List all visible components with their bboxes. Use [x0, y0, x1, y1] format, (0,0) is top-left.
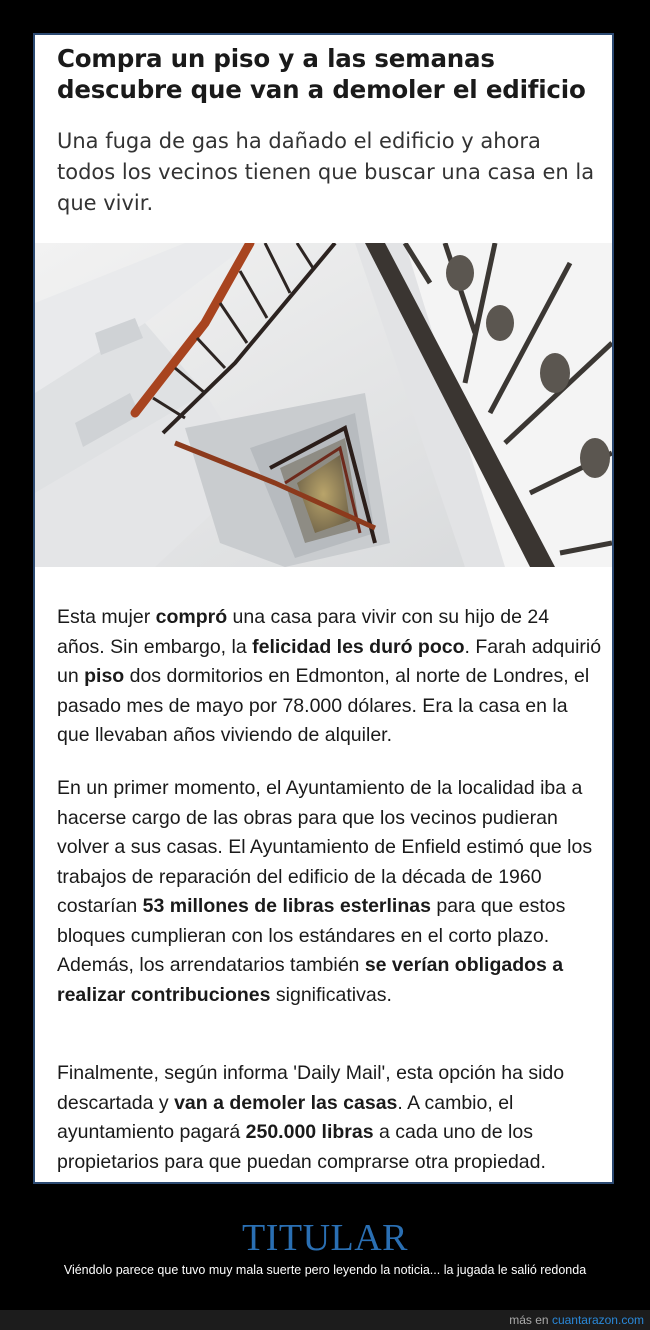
bottom-bar-prefix: más en [509, 1313, 552, 1327]
text-run: a cada uno de los propietarios para que puedan comprarse otra propiedad. [57, 1121, 546, 1173]
article-headline: Compra un piso y a las semanas descubre que van a demoler el edificio [57, 44, 586, 104]
text-run: Esta mujer [57, 606, 156, 628]
bottom-bar [0, 1310, 650, 1330]
text-run: significativas. [270, 983, 392, 1006]
text-run: una casa para vivir con su hijo de 24 años. Sin embargo, la [57, 606, 550, 658]
staircase-photo [35, 243, 612, 567]
bold-text-run: felicidad les duró poco [252, 635, 465, 658]
footer-title: TITULAR [241, 1217, 409, 1259]
article-paragraph-1 [57, 603, 602, 751]
site-link[interactable]: cuantarazon.com [551, 1313, 644, 1327]
text-run: En un primer momento, el Ayuntamiento de la localidad iba a hacerse cargo de las obras para que los vecinos pudieran volver a sus casas. El Ayuntamiento de Enfield estimó que los trabajos de reparación del edificio de la década de 1960 costarían [57, 777, 593, 917]
bold-text-run: se verían obligados a realizar contribuciones [57, 954, 564, 1006]
footer-caption: Viéndolo parece que tuvo muy mala suerte pero leyendo la noticia... la jugada le salió redonda [63, 1263, 587, 1277]
text-run: . Farah adquirió un [57, 635, 602, 687]
bold-text-run: 53 millones de libras esterlinas [142, 895, 431, 917]
bold-text-run: piso [84, 665, 125, 687]
article-paragraph-3 [57, 1059, 602, 1177]
text-run: Finalmente, según informa 'Daily Mail', esta opción ha sido descartada y [57, 1062, 565, 1114]
bold-text-run: compró [155, 606, 228, 628]
text-run: dos dormitorios en Edmonton, al norte de Londres, el pasado mes de mayo por 78.000 dólares. Era la casa en la que llevaban años viviendo de alquiler. [57, 665, 590, 746]
article-subtitle: Una fuga de gas ha dañado el edificio y ahora todos los vecinos tienen que buscar una casa en la que vivir. [57, 129, 595, 215]
bold-text-run: van a demoler las casas [174, 1091, 398, 1114]
bold-text-run: 250.000 libras [245, 1121, 374, 1143]
text-run: . A cambio, el ayuntamiento pagará [57, 1091, 514, 1143]
text-run: para que estos bloques cumplieran con los estándares en el corto plazo. Además, los arrendatarios también [57, 895, 566, 976]
bottom-bar-text [509, 1313, 644, 1327]
article-paragraph-2 [57, 774, 602, 1010]
article-card [33, 33, 614, 1184]
